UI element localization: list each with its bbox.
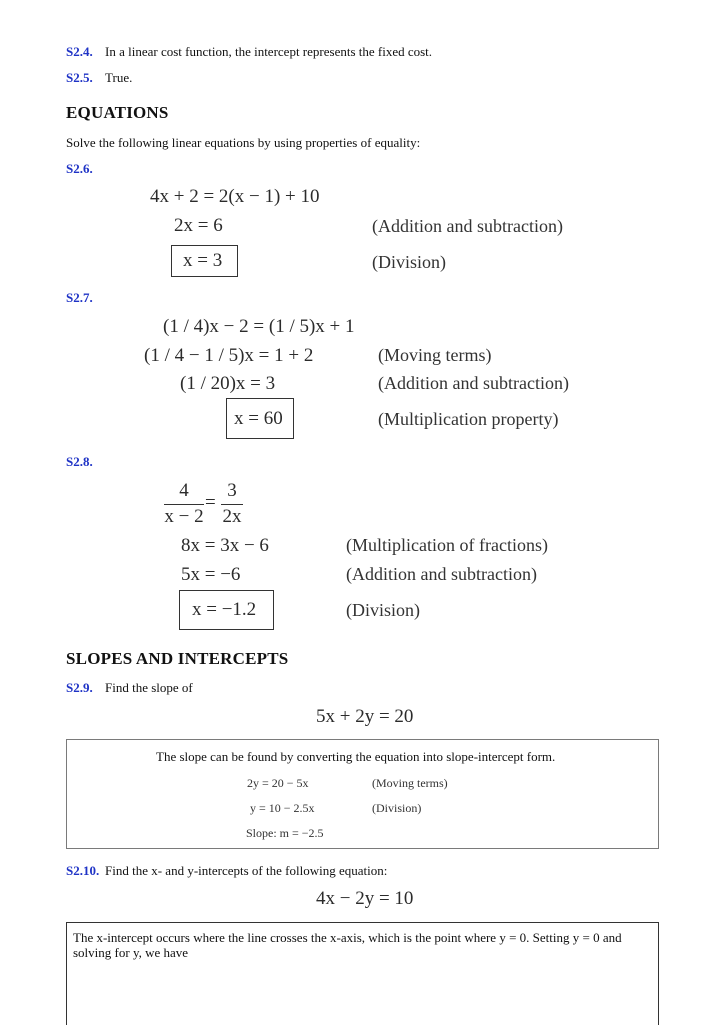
s29-box-step1-note: (Moving terms)	[372, 776, 448, 790]
s28-fraction-right	[219, 480, 245, 502]
s26-step1-note: (Addition and subtraction)	[372, 216, 563, 236]
s29-box-slope: Slope: m = −2.5	[246, 826, 324, 840]
s210-box-line2: solving for y, we have	[73, 945, 189, 960]
item-number-s210: S2.10.	[66, 863, 100, 878]
s28-step2-note: (Addition and subtraction)	[346, 564, 537, 584]
s26-step1: 2x = 6	[174, 215, 223, 236]
s28-answer-box	[179, 590, 274, 630]
s28-answer: x = −1.2	[192, 599, 257, 620]
s210-box-line1: The x-intercept occurs where the line crosses the x-axis, which is the point where y = 0. Setting y = 0 and	[73, 930, 622, 945]
section-heading-slopes: SLOPES AND INTERCEPTS	[66, 649, 289, 668]
s27-equation: (1 / 4)x − 2 = (1 / 5)x + 1	[163, 316, 355, 337]
s26-answer: x = 3	[183, 250, 223, 271]
s210-equation: 4x − 2y = 10	[316, 888, 414, 909]
s28-frac1-line	[164, 504, 204, 505]
s28-frac1-denominator-wrap	[160, 506, 208, 528]
s29-equation: 5x + 2y = 20	[316, 706, 414, 727]
item-number-s24: S2.4.	[66, 44, 93, 59]
s28-frac2-denominator-wrap	[217, 506, 247, 528]
s28-fraction-left	[162, 480, 206, 502]
item-number-s26: S2.6.	[66, 161, 93, 176]
s28-equals: =	[205, 492, 216, 513]
s28-frac1-numerator: 4	[179, 480, 189, 501]
s27-step1-note: (Moving terms)	[378, 345, 492, 365]
s26-answer-box	[171, 245, 238, 277]
item-text-s25: True.	[105, 70, 133, 85]
equations-intro: Solve the following linear equations by using properties of equality:	[66, 135, 421, 150]
s29-text: Find the slope of	[105, 680, 193, 695]
s27-step1: (1 / 4 − 1 / 5)x = 1 + 2	[144, 345, 314, 366]
s26-answer-note: (Division)	[372, 252, 446, 272]
s27-answer-note: (Multiplication property)	[378, 409, 559, 429]
s28-frac1-denominator: x − 2	[164, 506, 204, 527]
item-number-s28: S2.8.	[66, 454, 93, 469]
s28-frac2-numerator: 3	[227, 480, 237, 501]
s29-box-step2-note: (Division)	[372, 801, 422, 815]
s28-answer-note: (Division)	[346, 600, 420, 620]
item-number-s27: S2.7.	[66, 290, 93, 305]
s27-answer-box	[226, 398, 294, 439]
s29-box-intro: The slope can be found by converting the equation into slope-intercept form.	[156, 749, 556, 764]
item-number-s25: S2.5.	[66, 70, 93, 85]
s29-solution-box	[66, 739, 659, 849]
item-number-s29: S2.9.	[66, 680, 93, 695]
s29-box-step2: y = 10 − 2.5x	[250, 801, 315, 815]
item-text-s24: In a linear cost function, the intercept represents the fixed cost.	[105, 44, 433, 59]
s26-equation: 4x + 2 = 2(x − 1) + 10	[150, 186, 320, 207]
s28-frac2-denominator: 2x	[222, 506, 242, 527]
s28-frac2-line	[221, 504, 243, 505]
s28-step2: 5x = −6	[181, 564, 241, 585]
s210-solution-box	[66, 922, 659, 1025]
s28-step1: 8x = 3x − 6	[181, 535, 269, 556]
s27-step2: (1 / 20)x = 3	[180, 373, 276, 394]
s29-box-step1: 2y = 20 − 5x	[247, 776, 309, 790]
s28-step1-note: (Multiplication of fractions)	[346, 535, 548, 555]
s210-text: Find the x- and y-intercepts of the following equation:	[105, 863, 388, 878]
s27-step2-note: (Addition and subtraction)	[378, 373, 569, 393]
section-heading-equations: EQUATIONS	[66, 103, 169, 122]
s27-answer: x = 60	[234, 408, 283, 429]
